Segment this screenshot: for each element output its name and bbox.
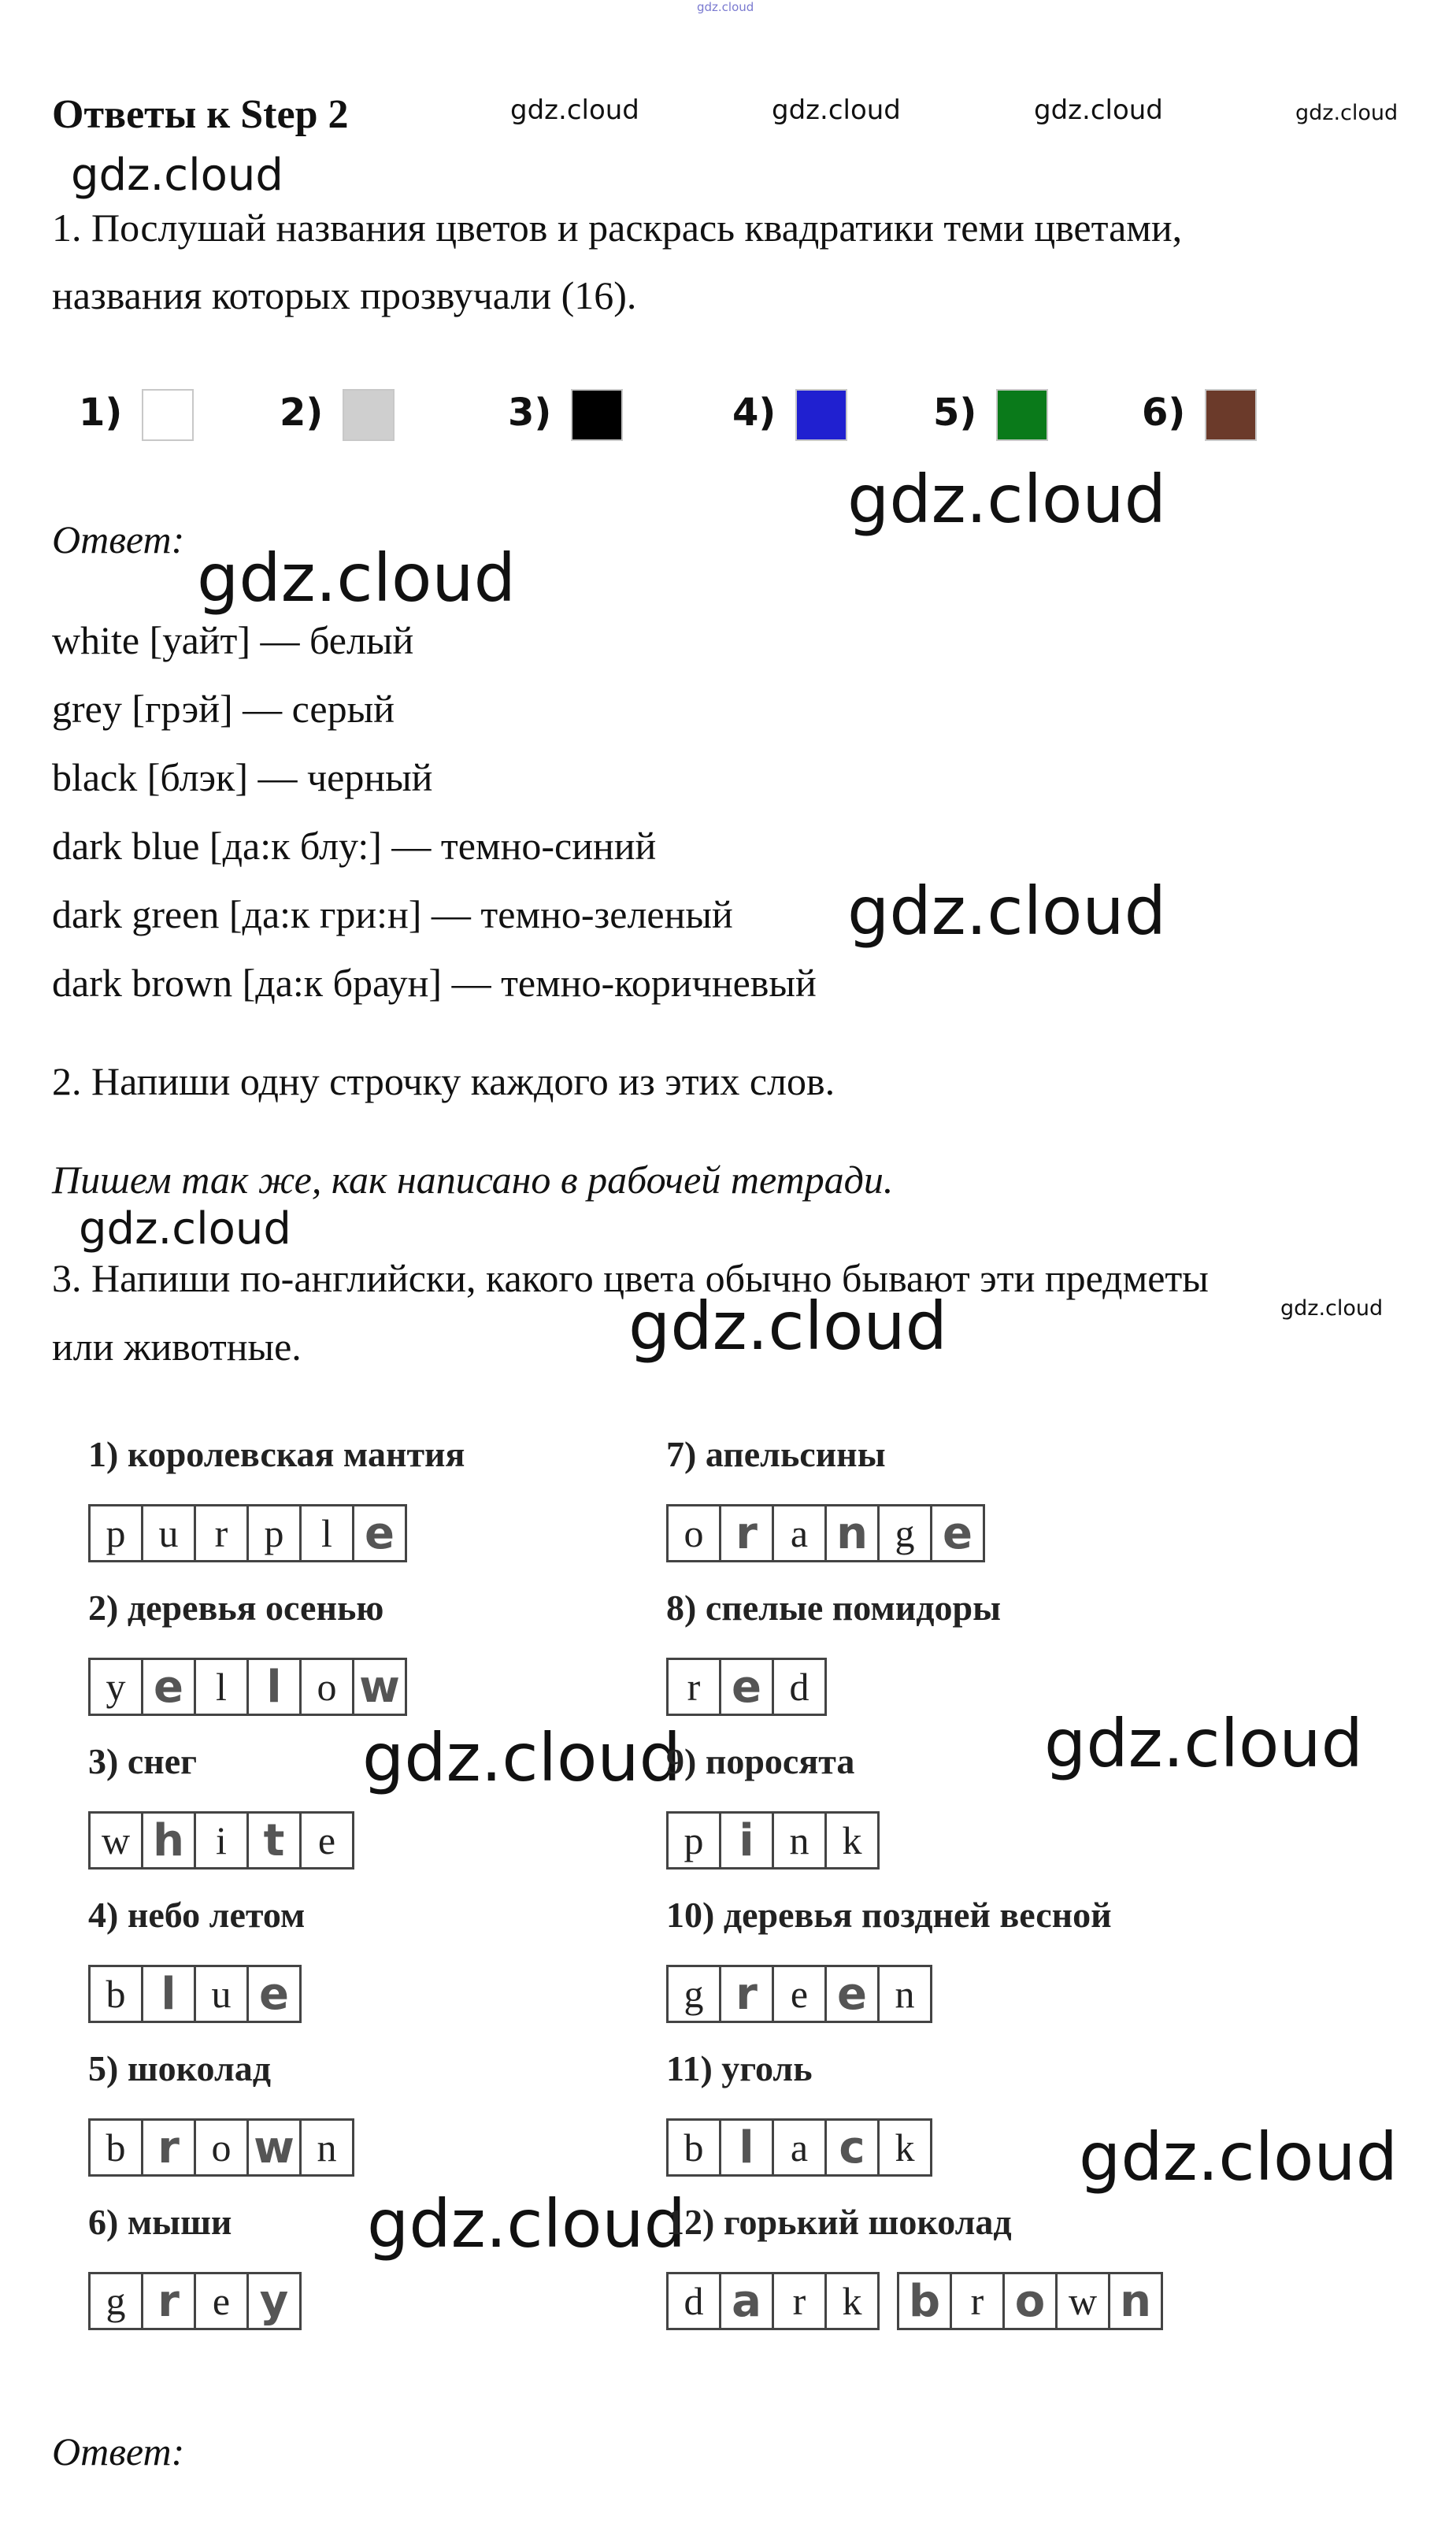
answer-line: white [уайт] — белый	[52, 618, 414, 662]
letter-box[interactable]: w	[249, 2118, 302, 2177]
swatch-number: 5)	[933, 391, 977, 435]
letter-boxes	[666, 1811, 880, 1870]
swatch-box	[571, 389, 623, 441]
letter-box[interactable]: g	[88, 2272, 143, 2330]
letter-box[interactable]: u	[196, 1965, 249, 2023]
letter-box[interactable]: n	[1110, 2272, 1163, 2330]
letter-box[interactable]: r	[143, 2118, 196, 2177]
letter-box[interactable]: l	[721, 2118, 774, 2177]
letter-boxes	[88, 1504, 407, 1562]
answer-line: dark blue [да:к блу:] — темно-синий	[52, 824, 657, 868]
watermark: gdz.cloud	[71, 150, 283, 201]
letter-box[interactable]: b	[897, 2272, 952, 2330]
answer-label: Ответ:	[52, 517, 185, 561]
letter-box[interactable]: l	[249, 1658, 302, 1716]
letter-boxes	[88, 1965, 302, 2023]
letter-box[interactable]: l	[196, 1658, 249, 1716]
watermark: gdz.cloud	[772, 94, 901, 126]
letter-box[interactable]: g	[666, 1965, 721, 2023]
watermark-top: gdz.cloud	[697, 0, 754, 14]
letter-boxes	[666, 2118, 932, 2177]
exercise-item-label: 4) небо летом	[88, 1895, 306, 1935]
letter-box[interactable]: k	[827, 1811, 880, 1870]
letter-box[interactable]: a	[774, 2118, 827, 2177]
exercise-item-label: 8) спелые помидоры	[666, 1588, 1002, 1628]
exercise-item-label: 6) мыши	[88, 2202, 232, 2242]
page-title: Ответы к Step 2	[52, 92, 349, 137]
letter-box[interactable]: w	[1058, 2272, 1110, 2330]
watermark: gdz.cloud	[1280, 1296, 1384, 1321]
watermark: gdz.cloud	[847, 461, 1166, 538]
swatch-box	[795, 389, 847, 441]
letter-box[interactable]: e	[249, 1965, 302, 2023]
task1-text: 1. Послушай названия цветов и раскрась квадратики теми цветами,	[52, 206, 1183, 250]
letter-box[interactable]: g	[880, 1504, 932, 1562]
answer-line: dark brown [да:к браун] — темно-коричневый	[52, 961, 817, 1005]
swatch-box	[1205, 389, 1257, 441]
exercise-item-label: 9) поросята	[666, 1741, 855, 1781]
letter-box[interactable]: r	[666, 1658, 721, 1716]
letter-box[interactable]: o	[666, 1504, 721, 1562]
letter-box[interactable]: n	[302, 2118, 354, 2177]
letter-box[interactable]: y	[88, 1658, 143, 1716]
answer-line: black [блэк] — черный	[52, 755, 433, 799]
watermark: gdz.cloud	[847, 873, 1166, 950]
letter-box[interactable]: l	[302, 1504, 354, 1562]
exercise-item-label: 11) уголь	[666, 2048, 813, 2088]
color-swatches	[79, 386, 1307, 449]
watermark: gdz.cloud	[1044, 1705, 1363, 1782]
letter-box[interactable]: r	[721, 1504, 774, 1562]
letter-box[interactable]: e	[721, 1658, 774, 1716]
letter-box[interactable]: e	[774, 1965, 827, 2023]
watermark: gdz.cloud	[79, 1203, 291, 1254]
letter-box[interactable]: e	[932, 1504, 985, 1562]
answer-label: Ответ:	[52, 2429, 185, 2474]
letter-box[interactable]: r	[721, 1965, 774, 2023]
letter-box[interactable]: l	[143, 1965, 196, 2023]
task2-text: 2. Напиши одну строчку каждого из этих слов.	[52, 1059, 835, 1103]
letter-boxes	[88, 1811, 354, 1870]
task3-text: или животные.	[52, 1325, 302, 1369]
watermark: gdz.cloud	[1295, 101, 1399, 125]
letter-box[interactable]: w	[88, 1811, 143, 1870]
letter-boxes	[88, 2272, 302, 2330]
letter-boxes	[666, 1965, 932, 2023]
letter-box[interactable]: k	[880, 2118, 932, 2177]
letter-box[interactable]: a	[721, 2272, 774, 2330]
exercise-item-label: 7) апельсины	[666, 1434, 886, 1474]
watermark: gdz.cloud	[362, 1719, 681, 1796]
letter-box[interactable]: b	[88, 2118, 143, 2177]
watermark: gdz.cloud	[1079, 2118, 1398, 2196]
watermark: gdz.cloud	[628, 1288, 947, 1365]
answer-line: grey [грэй] — серый	[52, 687, 395, 731]
letter-box[interactable]: c	[827, 2118, 880, 2177]
letter-box[interactable]: n	[880, 1965, 932, 2023]
letter-box[interactable]: e	[196, 2272, 249, 2330]
letter-box[interactable]: a	[774, 1504, 827, 1562]
letter-box[interactable]: w	[354, 1658, 407, 1716]
watermark: gdz.cloud	[367, 2185, 686, 2262]
letter-box[interactable]: k	[827, 2272, 880, 2330]
letter-box[interactable]: e	[302, 1811, 354, 1870]
exercise-item-label: 5) шоколад	[88, 2048, 272, 2088]
letter-box[interactable]: r	[952, 2272, 1005, 2330]
task2-answer: Пишем так же, как написано в рабочей тетради.	[52, 1158, 894, 1202]
answer-line: dark green [да:к гри:н] — темно-зеленый	[52, 892, 733, 936]
exercise-item-label: 1) королевская мантия	[88, 1434, 465, 1474]
swatch-box	[343, 389, 395, 441]
letter-box[interactable]: h	[143, 1811, 196, 1870]
letter-box[interactable]: n	[827, 1504, 880, 1562]
letter-box[interactable]: r	[143, 2272, 196, 2330]
letter-boxes	[666, 1504, 985, 1562]
swatch-box	[996, 389, 1048, 441]
letter-box[interactable]: e	[354, 1504, 407, 1562]
letter-box[interactable]: d	[774, 1658, 827, 1716]
letter-boxes	[666, 2272, 1163, 2330]
task1-text: названия которых прозвучали (16).	[52, 273, 637, 317]
letter-box[interactable]: e	[827, 1965, 880, 2023]
letter-box[interactable]: t	[249, 1811, 302, 1870]
exercise-item-label: 2) деревья осенью	[88, 1588, 384, 1628]
letter-box[interactable]: o	[1005, 2272, 1058, 2330]
letter-box[interactable]: o	[196, 2118, 249, 2177]
letter-boxes	[88, 2118, 354, 2177]
swatch-box	[142, 389, 194, 441]
swatch-number: 6)	[1142, 391, 1186, 435]
swatch-number: 2)	[280, 391, 324, 435]
letter-box[interactable]: r	[196, 1504, 249, 1562]
letter-box[interactable]: u	[143, 1504, 196, 1562]
watermark: gdz.cloud	[1034, 94, 1163, 126]
letter-boxes	[88, 1658, 407, 1716]
letter-box[interactable]: i	[196, 1811, 249, 1870]
letter-box[interactable]: n	[774, 1811, 827, 1870]
watermark: gdz.cloud	[510, 94, 639, 126]
letter-box[interactable]: b	[88, 1965, 143, 2023]
letter-box[interactable]: r	[774, 2272, 827, 2330]
letter-box[interactable]: b	[666, 2118, 721, 2177]
letter-box[interactable]: p	[249, 1504, 302, 1562]
watermark: gdz.cloud	[197, 539, 516, 617]
swatch-number: 4)	[732, 391, 776, 435]
letter-box[interactable]: p	[666, 1811, 721, 1870]
letter-box[interactable]: p	[88, 1504, 143, 1562]
exercise-item-label: 10) деревья поздней весной	[666, 1895, 1112, 1935]
letter-box[interactable]: d	[666, 2272, 721, 2330]
letter-box[interactable]: o	[302, 1658, 354, 1716]
exercise-item-label: 12) горький шоколад	[666, 2202, 1012, 2242]
swatch-number: 3)	[508, 391, 552, 435]
exercise-item-label: 3) снег	[88, 1741, 198, 1781]
letter-boxes	[666, 1658, 827, 1716]
letter-box[interactable]: e	[143, 1658, 196, 1716]
letter-box[interactable]: i	[721, 1811, 774, 1870]
swatch-number: 1)	[79, 391, 123, 435]
task3-text: 3. Напиши по-английски, какого цвета обычно бывают эти предметы	[52, 1256, 1209, 1300]
letter-box[interactable]: y	[249, 2272, 302, 2330]
